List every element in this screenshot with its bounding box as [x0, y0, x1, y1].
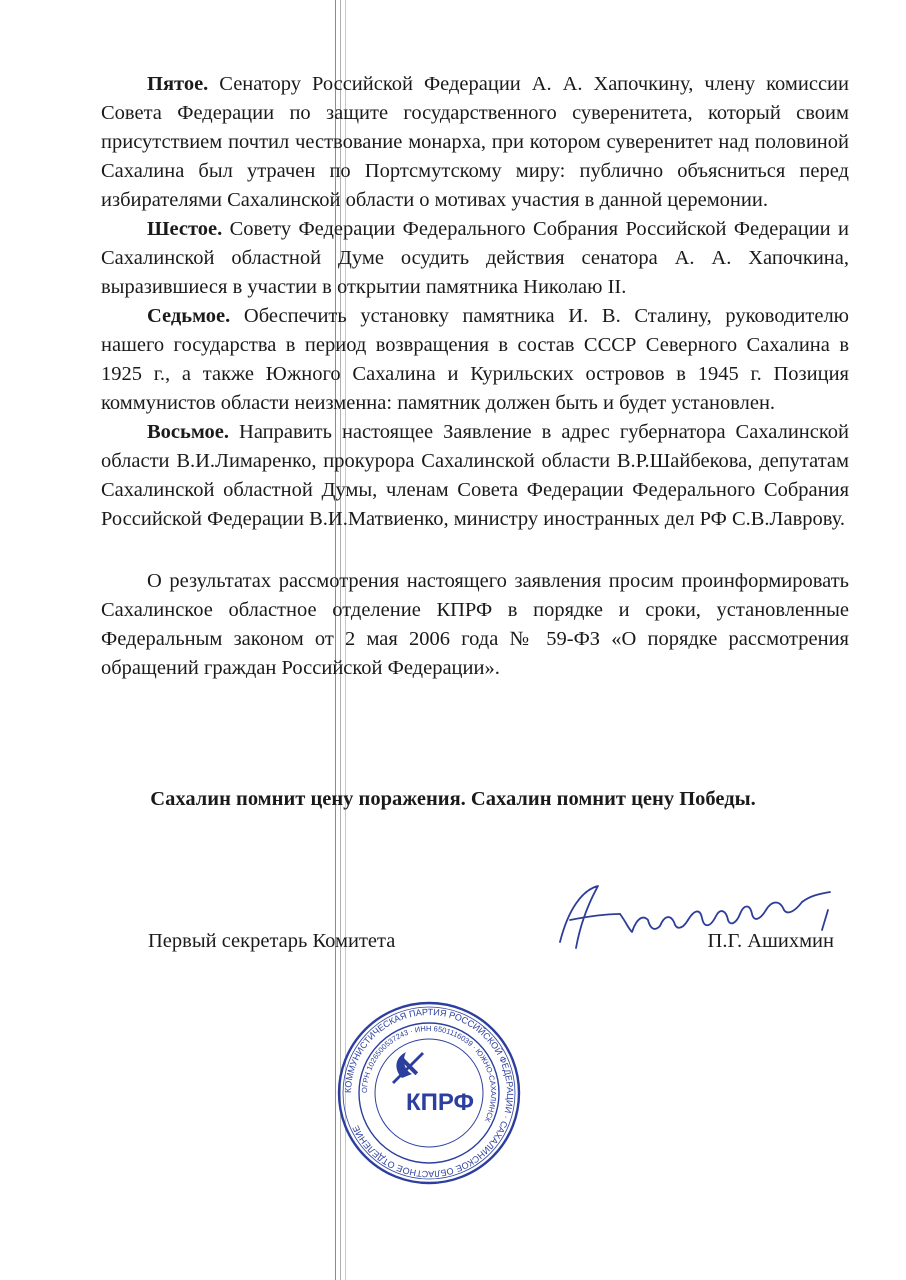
svg-text:КОММУНИСТИЧЕСКАЯ ПАРТИЯ РОССИЙ: КОММУНИСТИЧЕСКАЯ ПАРТИЯ РОССИЙСКОЙ ФЕДЕРАЦИИ · САХАЛИНСКОЕ ОБЛАСТНОЕ ОТДЕЛЕНИЕ	[342, 1006, 516, 1180]
paragraph-fifth	[101, 70, 849, 215]
signatory-name: П.Г. Ашихмин	[707, 930, 834, 952]
paragraph-label: Пятое.	[147, 73, 209, 95]
paragraph-label: Седьмое.	[147, 305, 231, 327]
paragraph-text: Сенатору Российской Федерации А. А. Хапочкину, члену комиссии Совета Федерации по защите государственного суверенитета, который своим присутствием почтил чествование монарха, при котором суверенитет над половиной Сахалина был утрачен по Портсмутскому миру: публично объясниться перед избирателями Сахалинской области о мотивах участия в данной церемонии.	[101, 73, 849, 211]
closing-paragraph: О результатах рассмотрения настоящего заявления просим проинформировать Сахалинское областное отделение КПРФ в порядке и сроки, установленные Федеральным законом от 2 мая 2006 года № 59-ФЗ «О порядке рассмотрения обращений граждан Российской Федерации».	[101, 570, 849, 679]
paragraph-text: Направить настоящее Заявление в адрес губернатора Сахалинской области В.И.Лимаренко, прокурора Сахалинской области В.Р.Шайбекова, депутатам Сахалинской областной Думы, членам Совета Федерации Федерального Собрания Российской Федерации В.И.Матвиенко, министру иностранных дел РФ С.В.Лаврову.	[101, 421, 849, 530]
paragraph-text: Обеспечить установку памятника И. В. Сталину, руководителю нашего государства в период возвращения в состав СССР Северного Сахалина в 1925 г., а также Южного Сахалина и Курильских островов в 1945 г. Позиция коммунистов области неизменна: памятник должен быть и будет установлен.	[101, 305, 849, 414]
document-body	[101, 70, 849, 683]
paragraph-eighth	[101, 418, 849, 534]
paragraph-text: Совету Федерации Федерального Собрания Российской Федерации и Сахалинской областной Думе осудить действия сенатора А. А. Хапочкина, выразившиеся в участии в открытии памятника Николаю II.	[101, 218, 849, 298]
signatory-role: Первый секретарь Комитета	[148, 930, 396, 952]
paragraph-sixth	[101, 215, 849, 302]
handwritten-signature	[540, 870, 840, 960]
svg-text:ОГРН 1026500537243 · ИНН 65011: ОГРН 1026500537243 · ИНН 6501116039 · ЮЖНО-САХАЛИНСК	[359, 1023, 499, 1124]
party-seal-stamp	[336, 1000, 522, 1186]
svg-text:КПРФ: КПРФ	[405, 1089, 475, 1116]
closing-slogan: Сахалин помнит цену поражения. Сахалин помнит цену Победы.	[150, 788, 756, 810]
paragraph-label: Шестое.	[147, 218, 223, 240]
paragraph-label: Восьмое.	[147, 421, 230, 443]
paragraph-seventh	[101, 302, 849, 418]
